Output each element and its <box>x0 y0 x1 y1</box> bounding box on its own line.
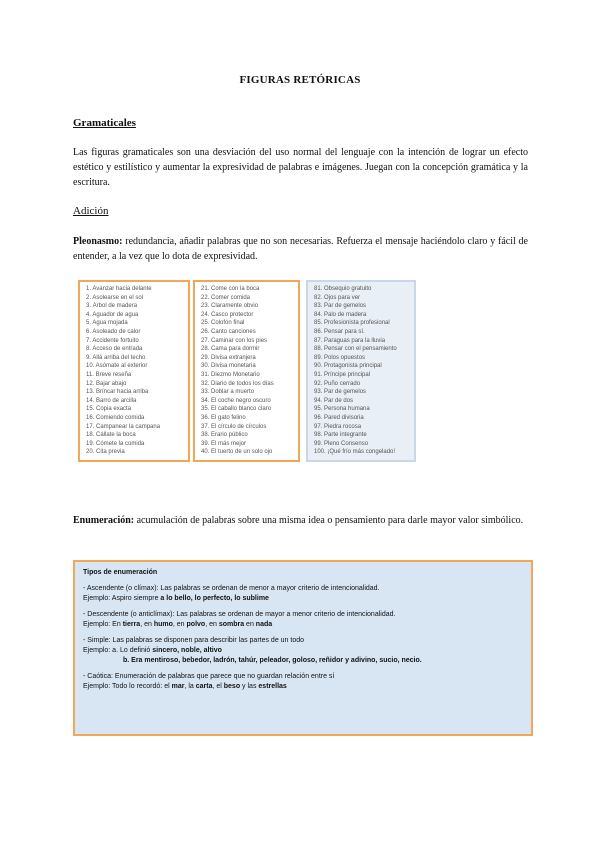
list-item: 32. Diario de todos los días <box>201 380 274 387</box>
list-item: 97. Piedra rocosa <box>314 423 362 430</box>
list-item: 34. El coche negro oscuro <box>201 397 271 404</box>
list-item: 37. El círculo de círculos <box>201 423 267 430</box>
list-item: 25. Colofón final <box>201 320 245 327</box>
list-item: 87. Paraguas para la lluvia <box>314 337 386 344</box>
list-item: 8. Acceso de entrada <box>86 346 143 353</box>
list-item: 93. Par de gemelos <box>314 389 367 396</box>
list-item: 14. Barro de arcilla <box>86 397 137 404</box>
enum-simple-example-a: Ejemplo: a. Lo definió sincero, noble, altivo <box>83 647 222 654</box>
enum-descendente-example: Ejemplo: En tierra, en humo, en polvo, en sombra en nada <box>83 621 273 628</box>
enumeracion-definition: acumulación de palabras sobre una misma idea o pensamiento para darle mayor valor simbólico. <box>134 515 524 526</box>
enumeracion-term: Enumeración: <box>73 515 135 526</box>
list-item: 83. Par de gemelos <box>314 303 367 310</box>
list-item: 36. El gato felino <box>201 414 246 421</box>
page-title: FIGURAS RETÓRICAS <box>239 74 361 86</box>
list-item: 6. Asoleado de calor <box>86 328 141 335</box>
section-heading-gramaticales: Gramaticales <box>73 117 136 129</box>
list-item: 85. Profesionista profesional <box>314 320 390 327</box>
list-item: 16. Comiendo comida <box>86 414 145 421</box>
list-item: 92. Puño cerrado <box>314 380 361 387</box>
list-item: 98. Parte integrante <box>314 432 367 439</box>
list-item: 7. Accidente fortuito <box>86 337 139 344</box>
list-item: 11. Breve reseña <box>86 371 132 378</box>
list-item: 96. Pared divisoria <box>314 414 364 421</box>
list-item: 18. Cállate la boca <box>86 432 136 439</box>
pleonasmo-list-3 <box>306 280 416 462</box>
list-item: 30. Divisa monetaria <box>201 363 256 370</box>
list-item: 38. Erario público <box>201 432 248 439</box>
list-item: 24. Casco protector <box>201 311 254 318</box>
list-item: 39. El más mejor <box>201 440 247 447</box>
pleonasmo-list-1 <box>78 280 190 462</box>
list-item: 10. Asómate al exterior <box>86 363 148 370</box>
list-item: 89. Polos opuestos <box>314 354 366 361</box>
list-item: 17. Campanear la campana <box>86 423 161 430</box>
list-item: 12. Bajar abajo <box>86 380 127 387</box>
enum-ascendente: - Ascendente (o clímax): Las palabras se ordenan de menor a mayor criterio de intencionalidad. <box>83 585 380 592</box>
list-item: 90. Protagonista principal <box>314 363 382 370</box>
list-item: 100. ¡Qué frío más congelado! <box>314 449 396 456</box>
gramaticales-paragraph: Las figuras gramaticales son una desviación del uso normal del lenguaje con la intención de lograr un efecto estético y estilístico y aumentar la expresividad de palabras e imágenes. Juegan con la concepción gramática y la escritura. <box>73 147 528 188</box>
subsection-heading-adicion: Adición <box>73 205 109 217</box>
enum-caotica: - Caótica: Enumeración de palabras que parece que no guardan relación entre sí <box>83 673 335 680</box>
list-item: 9. Allá arriba del techo <box>86 354 146 361</box>
list-item: 86. Pensar para sí. <box>314 328 365 335</box>
pleonasmo-term: Pleonasmo: <box>73 236 123 247</box>
list-item: 23. Claramente obvio <box>201 303 259 310</box>
list-item: 22. Comer comida <box>201 294 251 301</box>
list-item: 33. Doblar a muerto <box>201 389 255 396</box>
list-item: 82. Ojos para ver <box>314 294 361 301</box>
enumeracion-paragraph <box>73 513 528 528</box>
list-item: 20. Cita previa <box>86 449 125 456</box>
list-item: 91. Príncipe principal <box>314 371 371 378</box>
list-item: 1. Avanzar hacia delante <box>86 286 152 292</box>
list-item: 26. Canto canciones <box>201 328 256 335</box>
list-item: 99. Pleno Consenso <box>314 440 369 447</box>
list-item: 84. Palo de madera <box>314 311 367 318</box>
pleonasmo-definition: redundancia, añadir palabras que no son necesarias. Refuerza el mensaje haciéndolo claro y fácil de entender, a la vez que lo dota de expresividad. <box>73 236 528 262</box>
enum-descendente: - Descendente (o anticlímax): Las palabras se ordenan de mayor a menor criterio de intencionalidad. <box>83 611 396 618</box>
list-item: 19. Cómete la comida <box>86 440 145 447</box>
list-item: 15. Copia exacta <box>86 406 132 413</box>
list-item: 3. Árbol de madera <box>86 303 138 310</box>
pleonasmo-list-2 <box>193 280 300 462</box>
list-item: 35. El caballo blanco claro <box>201 406 272 413</box>
list-item: 81. Obsequio gratuito <box>314 286 372 292</box>
pleonasmo-paragraph <box>73 234 528 264</box>
list-item: 27. Caminar con los pies <box>201 337 268 344</box>
list-item: 88. Pensar con el pensamiento <box>314 346 397 353</box>
list-item: 28. Cama para dormir <box>201 346 260 353</box>
enum-simple: - Simple: Las palabras se disponen para describir las partes de un todo <box>83 637 305 644</box>
list-item: 95. Persona humana <box>314 406 370 413</box>
enumeration-types-box <box>73 560 533 736</box>
list-item: 94. Par de dos <box>314 397 354 404</box>
list-item: 31. Diezmo Monetario <box>201 371 260 378</box>
enum-box-title: Tipos de enumeración <box>83 569 158 576</box>
enum-ascendente-example: Ejemplo: Aspiro siempre a lo bello, lo perfecto, lo sublime <box>83 595 269 602</box>
list-item: 40. El tuerto de un solo ojo <box>201 449 273 456</box>
enum-simple-example-b: b. Era mentiroso, bebedor, ladrón, tahúr, peleador, goloso, reñidor y adivino, sucio, necio. <box>123 657 422 664</box>
list-item: 4. Aguador de agua <box>86 311 139 318</box>
list-item: 21. Come con la boca <box>201 286 260 292</box>
list-item: 2. Asolearse en el sol <box>86 294 144 301</box>
list-item: 13. Bríncar hacia arriba <box>86 389 149 396</box>
list-item: 5. Agua mojada <box>86 320 128 327</box>
enum-caotica-example: Ejemplo: Todo lo recordó: el mar, la carta, el beso y las estrellas <box>83 683 287 690</box>
list-item: 29. Divisa extranjera <box>201 354 256 361</box>
